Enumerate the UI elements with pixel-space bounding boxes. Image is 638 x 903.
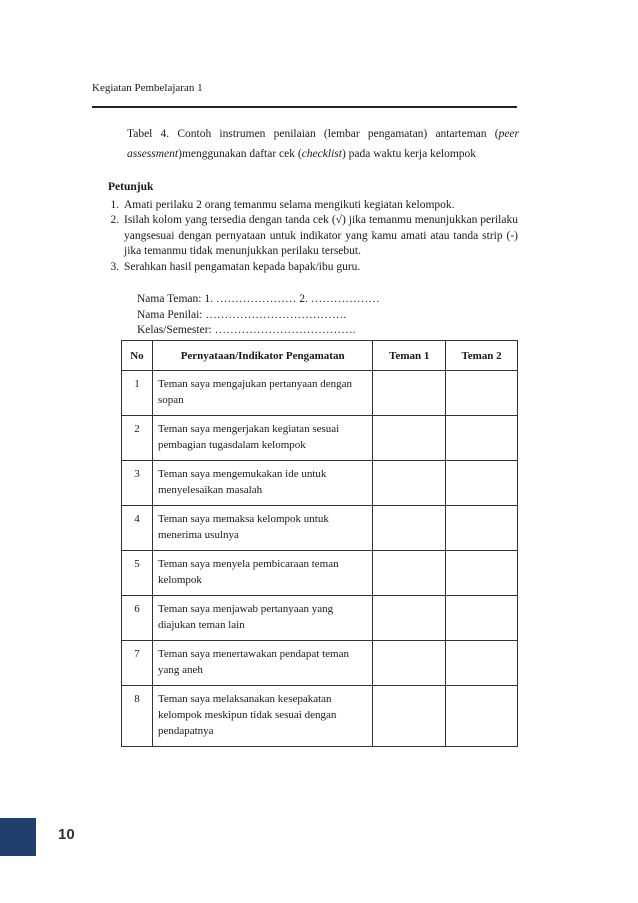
row-statement: Teman saya mengerjakan kegiatan sesuai pembagian tugasdalam kelompok [152,416,372,461]
row-number: 1 [122,371,153,416]
table-row [122,416,518,461]
table-row [122,551,518,596]
row-teman-1-cell[interactable] [373,641,446,686]
table-header-row [122,341,518,371]
table-row [122,461,518,506]
instruction-item: 3. Serahkan hasil pengamatan kepada bapak/ibu guru. [122,260,518,276]
row-teman-1-cell[interactable] [373,461,446,506]
row-number: 2 [122,416,153,461]
row-statement: Teman saya menyela pembicaraan teman kelompok [152,551,372,596]
instruction-item: 1. Amati perilaku 2 orang temanmu selama mengikuti kegiatan kelompok. [122,198,518,214]
page-number: 10 [58,826,75,843]
row-teman-1-cell[interactable] [373,551,446,596]
row-number: 4 [122,506,153,551]
row-teman-2-cell[interactable] [446,641,518,686]
row-teman-2-cell[interactable] [446,506,518,551]
table-row [122,596,518,641]
header-teman-2: Teman 2 [446,341,518,371]
assessor-name-field: Nama Penilai: ………………………………. [137,308,347,321]
row-statement: Teman saya mengemukakan ide untuk menyelesaikan masalah [152,461,372,506]
observation-table [121,340,518,747]
table-row [122,686,518,747]
instructions-section [108,180,518,275]
caption-text-start: Tabel 4. Contoh instrumen penilaian (lembar pengamatan) antarteman ( [127,128,499,140]
friend-names-field: Nama Teman: 1. ………………… 2. ……………… [137,293,380,305]
row-statement: Teman saya memaksa kelompok untuk menerima usulnya [152,506,372,551]
caption-text-end: ) pada waktu kerja kelompok [341,148,477,160]
row-number: 3 [122,461,153,506]
header-statement: Pernyataan/Indikator Pengamatan [152,341,372,371]
running-header: Kegiatan Pembelajaran 1 [92,82,203,94]
row-number: 7 [122,641,153,686]
row-teman-2-cell[interactable] [446,551,518,596]
row-teman-1-cell[interactable] [373,416,446,461]
table-row [122,371,518,416]
caption-italic-peer: peer assessment [127,128,519,160]
caption-text-mid: )menggunakan daftar cek ( [178,148,302,160]
table-row [122,506,518,551]
row-teman-1-cell[interactable] [373,371,446,416]
header-teman-1: Teman 1 [373,341,446,371]
row-number: 5 [122,551,153,596]
caption-italic-checklist: checklist [301,148,342,160]
form-fields [137,292,380,339]
header-no: No [122,341,153,371]
table-caption [127,124,519,164]
row-teman-1-cell[interactable] [373,596,446,641]
page-tab-marker [0,818,36,856]
row-statement: Teman saya melaksanakan kesepakatan kelompok meskipun tidak sesuai dengan pendapatnya [152,686,372,747]
table-row [122,641,518,686]
row-number: 8 [122,686,153,747]
row-teman-2-cell[interactable] [446,596,518,641]
row-teman-2-cell[interactable] [446,371,518,416]
row-teman-2-cell[interactable] [446,461,518,506]
row-number: 6 [122,596,153,641]
row-teman-1-cell[interactable] [373,686,446,747]
row-statement: Teman saya menjawab pertanyaan yang diajukan teman lain [152,596,372,641]
row-teman-2-cell[interactable] [446,416,518,461]
row-teman-1-cell[interactable] [373,506,446,551]
row-statement: Teman saya mengajukan pertanyaan dengan sopan [152,371,372,416]
row-teman-2-cell[interactable] [446,686,518,747]
instructions-list [108,198,518,276]
header-divider [92,106,517,108]
instructions-title: Petunjuk [108,181,154,193]
class-semester-field: Kelas/Semester: ………………………………. [137,324,356,336]
row-statement: Teman saya menertawakan pendapat teman yang aneh [152,641,372,686]
instruction-item: 2. Isilah kolom yang tersedia dengan tanda cek (√) jika temanmu menunjukkan perilaku yangsesuai dengan pernyataan untuk indikator yang kamu amati atau tanda strip (-) jika temanmu tidak menunjukkan perilaku tersebut. [122,213,518,260]
